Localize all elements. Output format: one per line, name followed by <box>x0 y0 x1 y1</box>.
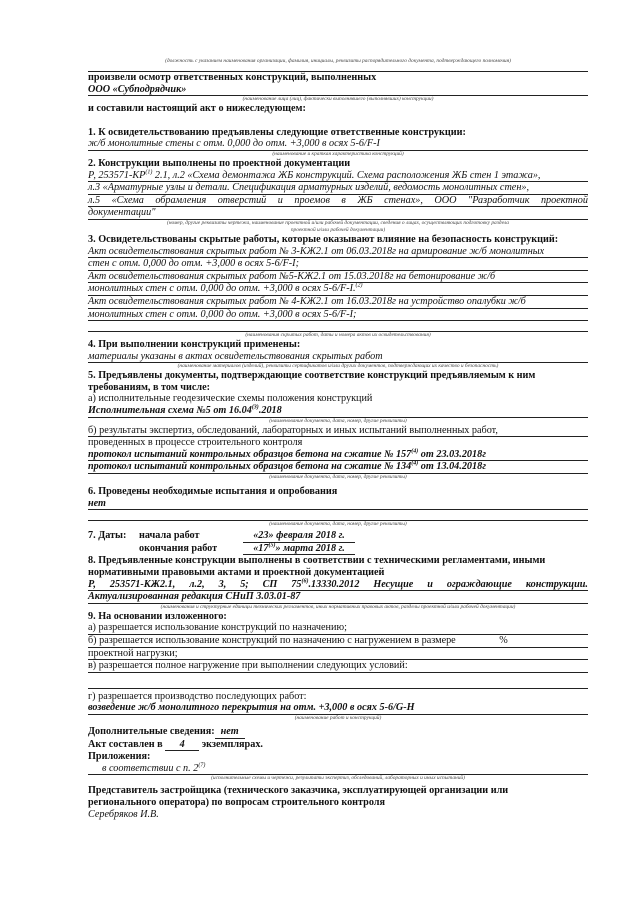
s7-end-value <box>243 543 355 556</box>
s5-title-2: требованиям, в том числе: <box>88 381 211 393</box>
s8-footnote-6: (6) <box>301 578 309 585</box>
s6-note: (наименование документа, дата, номер, другие реквизиты) <box>269 521 407 528</box>
s9-b <box>88 635 588 648</box>
s5-b-date-2: от 13.04.2018г <box>418 461 486 473</box>
rep-title-2: регионального оператора) по вопросам строительного контроля <box>88 796 386 808</box>
s8-value-1 <box>88 579 588 592</box>
s6-blank-line <box>88 510 588 521</box>
s5-b-text-1: протокол испытаний контрольных образцов бетона на сжатие № 157 <box>88 448 412 460</box>
s3-title: 3. Освидетельствованы скрытые работы, которые оказывают влияние на безопасность конструкций: <box>88 233 559 245</box>
rep-title: Представитель застройщика (технического заказчика, эксплуатирующей организации или <box>88 785 509 797</box>
s3-act-2b <box>88 283 588 296</box>
s9-b-2: проектной нагрузки; <box>88 648 588 661</box>
s2-title: 2. Конструкции выполнены по проектной документации <box>88 157 351 169</box>
extra-label: Дополнительные сведения: <box>88 725 215 737</box>
s9-d-note: (наименование работ и конструкций) <box>294 714 382 721</box>
s5-a-label: а) исполнительные геодезические схемы положения конструкций <box>88 393 373 405</box>
inspection-line: произвели осмотр ответственных конструкций, выполненных <box>88 72 377 83</box>
s6-title: 6. Проведены необходимые испытания и опробования <box>88 486 338 498</box>
s1-title: 1. К освидетельствованию предъявлены следующие ответственные конструкции: <box>88 126 466 138</box>
s9-c-blank <box>88 678 588 689</box>
s2-text: 2.1, л.2 «Схема демонтажа ЖБ конструкций. Схема расположения ЖБ стен 1 этажа», <box>152 169 541 181</box>
s5-title: 5. Предъявлены документы, подтверждающие соответствие конструкций предъявляемым к ним <box>88 370 536 382</box>
s5-b-note: (наименование документа, дата, номер, другие реквизиты) <box>269 474 407 481</box>
s7-end <box>88 543 588 556</box>
copies-value: 4 <box>165 739 199 752</box>
s2-note-1: (номер, другие реквизиты чертежа, наименование проектной и/или рабочей документации, сведения о лицах, осуществляющих подготовку раздела <box>167 219 509 226</box>
s9-d-value: возведение ж/б монолитного перекрытия на отм. +3,000 в осях 5-6/G-H <box>88 702 588 715</box>
s8-title-2: нормативными правовыми актами и проектной документацией <box>88 567 385 578</box>
s3-blank-line <box>88 321 588 332</box>
s7-end-day: «17 <box>253 542 269 554</box>
s7-end-month: » марта 2018 г. <box>275 542 345 554</box>
s1-value: ж/б монолитные стены с отм. 0,000 до отм. +3,000 в осях 5-6/F-I <box>88 138 588 151</box>
s7-start-value: «23» февраля 2018 г. <box>243 530 355 543</box>
s2-value-2: л.3 «Арматурные узлы и детали. Спецификация арматурных изделий, ведомость монолитных стен», <box>88 182 588 195</box>
s5-b-label: б) результаты экспертиз, обследований, лабораторных и иных испытаний выполненных работ, <box>88 425 588 438</box>
s5-b-text-2: протокол испытаний контрольных образцов бетона на сжатие № 134 <box>88 461 412 473</box>
s5-b-date-1: от 23.03.2018г <box>418 448 486 460</box>
s5-b-value-1 <box>88 449 588 462</box>
s5-a-text: Исполнительная схема №5 от 16.04 <box>88 405 252 417</box>
position-note: (должность с указанием наименования организации, фамилия, инициалы, реквизиты распорядительного документа, подтверждающего полномочия) <box>88 58 588 72</box>
s4-note: (наименование материалов (изделий), реквизиты сертификатов и/или других документов, подтверждающих их качество и безопасность) <box>177 363 499 370</box>
appendix-value <box>88 763 588 776</box>
contractor-name: ООО «Субподрядчик» <box>88 84 588 97</box>
s3-act-2b-text: монолитных стен с отм. 0,000 до отм. +3,000 в осях 5-6/F-I. <box>88 283 356 295</box>
copies-line <box>88 739 588 752</box>
s2-value-4: документации" <box>88 207 588 220</box>
s9-d: г) разрешается производство последующих работ: <box>88 690 307 702</box>
s3-note: (наименования скрытых работ, даты и номера актов их освидетельствования) <box>245 332 431 339</box>
s9-title: 9. На основании изложенного: <box>88 610 227 622</box>
s7-end-label: окончания работ <box>139 542 218 554</box>
act-document <box>88 58 588 820</box>
s8-note: (наименования и структурные единицы технических регламентов, иных нормативных правовых актов, разделы проектной и/или рабочей документации) <box>160 603 516 610</box>
s3-act-3b: монолитных стен с отм. 0,000 до отм. +3,000 в осях 5-6/F-I; <box>88 309 588 322</box>
s3-act-1: Акт освидетельствования скрытых работ № 3-КЖ2.1 от 06.03.2018г на армирование ж/б монолитных <box>88 246 588 259</box>
s3-act-1b: стен с отм. 0,000 до отм. +3,000 в осях 5-6/F-I; <box>88 258 588 271</box>
contractor-note: (наименование лица (лиц), фактически выполнявшего (выполнявших) конструкции) <box>242 96 434 103</box>
s9-c: в) разрешается полное нагружение при выполнении следующих условий: <box>88 660 588 673</box>
extra-info <box>88 726 588 739</box>
s3-act-3: Акт освидетельствования скрытых работ № 4-КЖ2.1 от 16.03.2018г на устройство опалубки ж/б <box>88 296 588 309</box>
appendix-footnote-7: (7) <box>198 762 206 769</box>
s2-footnote-1: (1) <box>145 169 153 176</box>
s9-b-text: б) разрешается использование конструкций по назначению с нагружением в размере <box>88 634 456 646</box>
s7-start <box>88 530 588 543</box>
s5-footnote-4a: (4) <box>411 448 419 455</box>
s5-b-label-2: проведенных в процессе строительного контроля <box>88 437 303 449</box>
s2-note-2: проектной и/или рабочей документации) <box>290 226 386 233</box>
extra-value: нет <box>215 726 245 739</box>
s5-footnote-4b: (4) <box>411 461 419 468</box>
s8-code: Р, 253571-КЖ2.1, л.2, 3, 5; СП 75 <box>88 578 302 590</box>
s5-b-value-2 <box>88 461 588 474</box>
s3-footnote-2: (2) <box>355 282 363 289</box>
appendix-note: (исполнительные схемы и чертежи, результаты экспертиз, обследований, лабораторных и иных испытаний) <box>211 775 465 782</box>
s5-a-value <box>88 405 588 418</box>
s3-act-2: Акт освидетельствования скрытых работ №5-КЖ2.1 от 15.03.2018г на бетонирование ж/б <box>88 271 588 284</box>
s4-value: материалы указаны в актах освидетельствования скрытых работ <box>88 351 588 364</box>
s9-b-percent: % <box>499 634 508 646</box>
s9-a: а) разрешается использование конструкций по назначению; <box>88 622 588 635</box>
s4-title: 4. При выполнении конструкций применены: <box>88 339 301 351</box>
s7-start-label: начала работ <box>139 530 200 542</box>
s6-value: нет <box>88 498 588 511</box>
s7-label: 7. Даты: <box>88 530 127 542</box>
s1-note: (наименование и краткая характеристика конструкций) <box>272 150 404 157</box>
s7-footnote-5: (5) <box>268 542 276 549</box>
copies-suffix: экземплярах. <box>201 738 263 750</box>
s2-code: Р, 253571-КР <box>88 169 146 181</box>
s2-value-1 <box>88 170 588 183</box>
s5-footnote-3: (3) <box>251 404 259 411</box>
copies-label: Акт составлен в <box>88 738 163 750</box>
compiled-line: и составили настоящий акт о нижеследующем: <box>88 103 306 115</box>
appendix-label: Приложения: <box>88 751 151 763</box>
s5-a-year: .2018 <box>258 405 282 417</box>
s8-value-2: Актуализированная редакция СНиП 3.03.01-87 <box>88 591 588 604</box>
s8-title: 8. Предъявленные конструкции выполнены в соответствии с техническими регламентами, иными <box>88 555 546 567</box>
appendix-text: в соответствии с п. 2 <box>102 762 199 774</box>
s2-value-3: л.5 «Схема обрамления отверстий и проемов в ЖБ стенах», ООО "Разработчик проектной <box>88 194 588 206</box>
rep-name: Серебряков И.В. <box>88 808 159 820</box>
s5-a-note: (наименование документа, дата, номер, другие реквизиты) <box>269 417 407 424</box>
s8-text: .13330.2012 Несущие и ограждающие конструкции. <box>308 578 588 590</box>
